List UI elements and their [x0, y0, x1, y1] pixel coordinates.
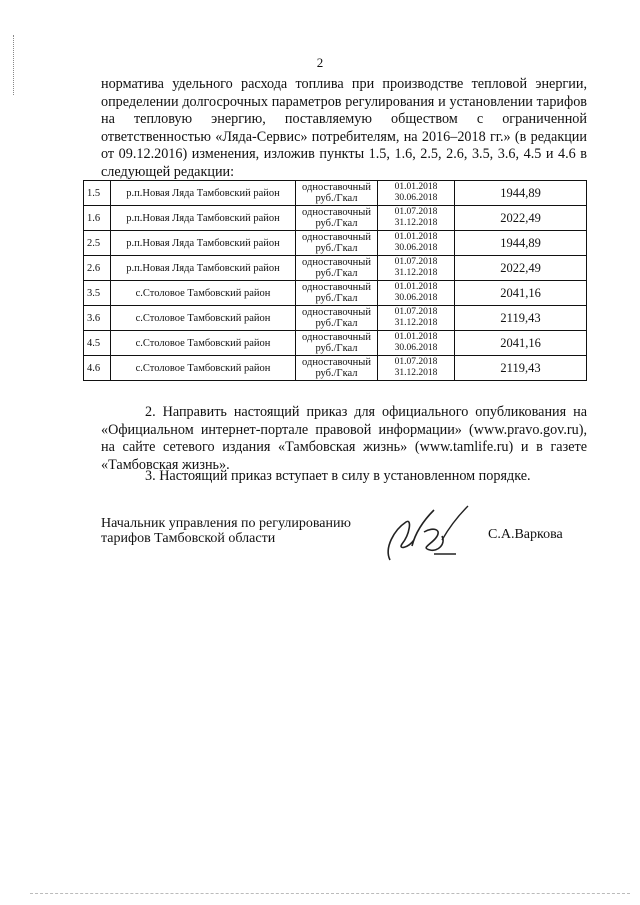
- row-unit: одноставочный руб./Гкал: [296, 256, 378, 281]
- row-number: 2.5: [84, 231, 111, 256]
- table-row: [84, 306, 587, 331]
- row-place: с.Столовое Тамбовский район: [111, 356, 296, 381]
- page-number: 2: [316, 55, 324, 70]
- table-row: [84, 281, 587, 306]
- period-start: 01.01.2018: [394, 232, 438, 242]
- period-start: 01.07.2018: [394, 307, 438, 317]
- tariff-table: [83, 180, 587, 381]
- table-row: [84, 356, 587, 381]
- row-period: [378, 206, 455, 231]
- paragraph-3-text: 3. Настоящий приказ вступает в силу в установленном порядке.: [145, 468, 531, 484]
- row-number: 3.6: [84, 306, 111, 331]
- row-tariff-value: 1944,89: [455, 231, 587, 256]
- row-place: с.Столовое Тамбовский район: [111, 331, 296, 356]
- tariff-table-body: [84, 181, 587, 381]
- period-end: 31.12.2018: [394, 368, 438, 378]
- row-period: [378, 331, 455, 356]
- row-number: 4.5: [84, 331, 111, 356]
- paragraph-3: [101, 468, 587, 486]
- row-period: [378, 181, 455, 206]
- row-tariff-value: 2022,49: [455, 256, 587, 281]
- intro-paragraph: норматива удельного расхода топлива при производстве тепловой энергии, определении долгосрочных параметров регулирования и установлении тарифов на тепловую энергию, поставляемую обществом с ограниченной ответственностью «Ляда-Сервис» потребителям, на 2016–2018 гг.» (в редакции от 09.12.2016) изменения, изложив пункты 1.5, 1.6, 2.5, 2.6, 3.5, 3.6, 4.5 и 4.6 в следующей редакции:: [101, 76, 587, 180]
- row-period: [378, 306, 455, 331]
- row-unit: одноставочный руб./Гкал: [296, 306, 378, 331]
- row-period: [378, 231, 455, 256]
- row-tariff-value: 2041,16: [455, 331, 587, 356]
- row-unit: одноставочный руб./Гкал: [296, 331, 378, 356]
- table-row: [84, 181, 587, 206]
- period-start: 01.07.2018: [394, 207, 438, 217]
- row-place: р.п.Новая Ляда Тамбовский район: [111, 231, 296, 256]
- period-start: 01.01.2018: [394, 282, 438, 292]
- row-place: р.п.Новая Ляда Тамбовский район: [111, 181, 296, 206]
- period-start: 01.07.2018: [394, 357, 438, 367]
- paragraph-2-text: 2. Направить настоящий приказ для официального опубликования на «Официальном интернет-портале правовой информации» (www.pravo.gov.ru), на сайте сетевого издания «Тамбовская жизнь» (www.tamlife.ru) и в газете «Тамбовская жизнь».: [101, 404, 587, 473]
- row-place: р.п.Новая Ляда Тамбовский район: [111, 206, 296, 231]
- period-start: 01.07.2018: [394, 257, 438, 267]
- handwritten-signature: [372, 500, 482, 566]
- period-start: 01.01.2018: [394, 182, 438, 192]
- table-row: [84, 331, 587, 356]
- table-row: [84, 256, 587, 281]
- row-unit: одноставочный руб./Гкал: [296, 181, 378, 206]
- row-unit: одноставочный руб./Гкал: [296, 206, 378, 231]
- period-end: 31.12.2018: [394, 318, 438, 328]
- table-row: [84, 231, 587, 256]
- row-place: р.п.Новая Ляда Тамбовский район: [111, 256, 296, 281]
- row-period: [378, 256, 455, 281]
- row-place: с.Столовое Тамбовский район: [111, 281, 296, 306]
- row-number: 3.5: [84, 281, 111, 306]
- row-unit: одноставочный руб./Гкал: [296, 356, 378, 381]
- period-start: 01.01.2018: [394, 332, 438, 342]
- row-number: 2.6: [84, 256, 111, 281]
- row-number: 4.6: [84, 356, 111, 381]
- row-period: [378, 281, 455, 306]
- row-unit: одноставочный руб./Гкал: [296, 231, 378, 256]
- period-end: 30.06.2018: [394, 343, 438, 353]
- period-end: 31.12.2018: [394, 218, 438, 228]
- signer-name: С.А.Варкова: [488, 527, 563, 542]
- row-tariff-value: 1944,89: [455, 181, 587, 206]
- period-end: 30.06.2018: [394, 243, 438, 253]
- period-end: 30.06.2018: [394, 193, 438, 203]
- row-unit: одноставочный руб./Гкал: [296, 281, 378, 306]
- table-row: [84, 206, 587, 231]
- row-tariff-value: 2119,43: [455, 306, 587, 331]
- paragraph-2: [101, 404, 587, 474]
- row-number: 1.5: [84, 181, 111, 206]
- row-period: [378, 356, 455, 381]
- row-tariff-value: 2022,49: [455, 206, 587, 231]
- signer-position-line-2: тарифов Тамбовской области: [101, 531, 276, 546]
- row-number: 1.6: [84, 206, 111, 231]
- signer-position: [101, 516, 391, 546]
- signer-position-line-1: Начальник управления по регулированию: [101, 516, 351, 531]
- row-tariff-value: 2119,43: [455, 356, 587, 381]
- row-tariff-value: 2041,16: [455, 281, 587, 306]
- period-end: 30.06.2018: [394, 293, 438, 303]
- row-place: с.Столовое Тамбовский район: [111, 306, 296, 331]
- bottom-scan-line: [30, 893, 630, 894]
- period-end: 31.12.2018: [394, 268, 438, 278]
